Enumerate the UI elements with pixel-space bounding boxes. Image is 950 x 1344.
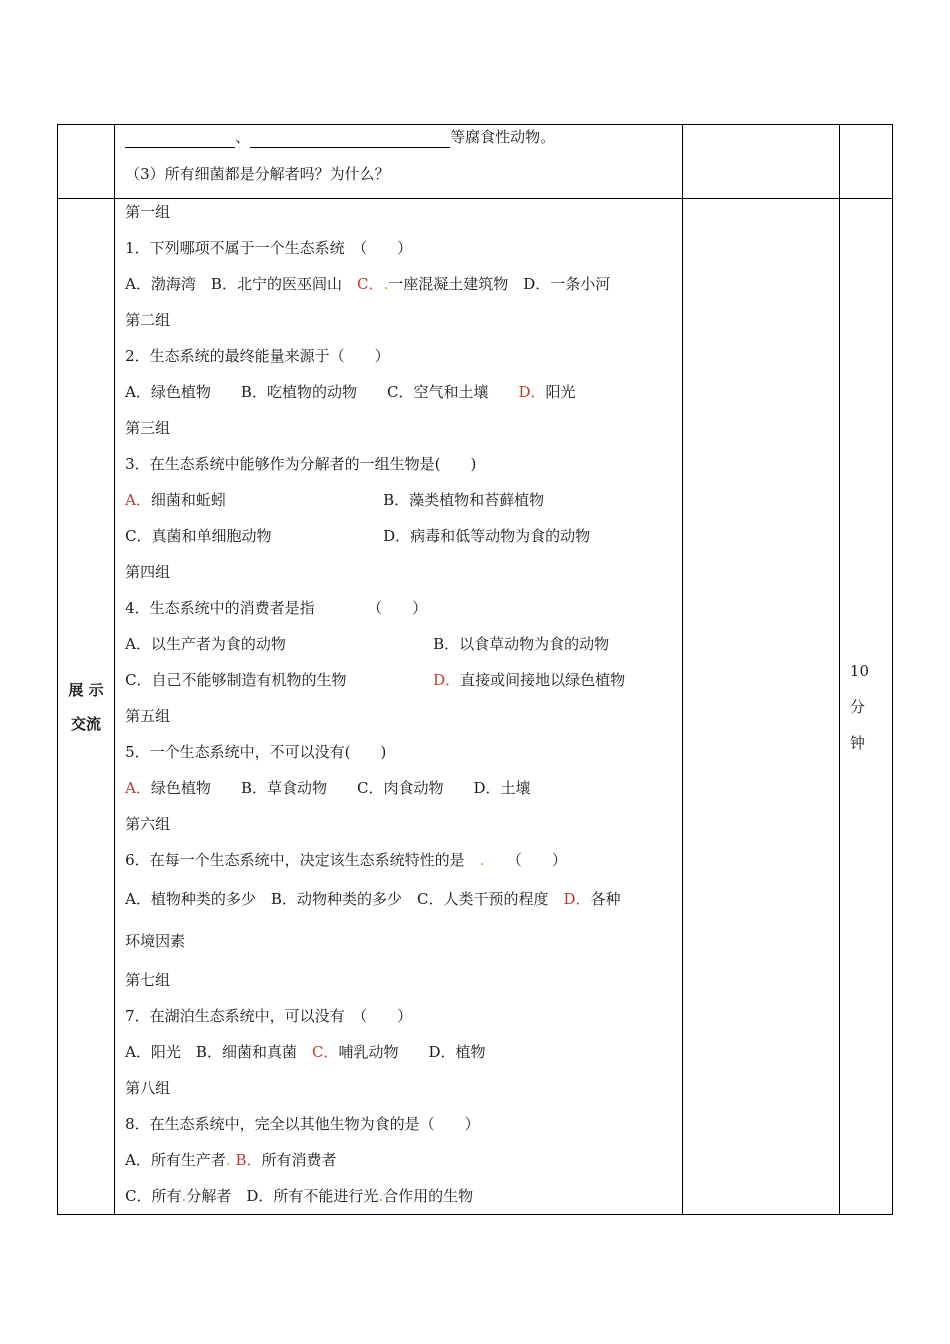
- options-line: [125, 1034, 682, 1070]
- option-a-letter: A．: [125, 491, 151, 509]
- mark-dot: .: [479, 851, 485, 869]
- options-line: [125, 1142, 682, 1178]
- option-d: D．植物: [428, 1043, 486, 1061]
- option-c-letter: C．: [356, 275, 384, 293]
- option-b: B．藻类植物和苔藓植物: [383, 491, 545, 509]
- option-b: B．草食动物: [240, 779, 327, 797]
- option-a: A．以生产者为食的动物: [125, 635, 286, 653]
- question-line: [125, 156, 682, 192]
- option-c: C．人类干预的程度: [416, 890, 549, 908]
- question-line: 8．在生态系统中，完全以其他生物为食的是（ ）: [125, 1115, 480, 1133]
- option-c-text: 分解者: [186, 1187, 232, 1205]
- group-title: 第五组: [125, 707, 171, 725]
- option-b-text: 所有消费者: [261, 1151, 337, 1169]
- options-line: [125, 770, 682, 806]
- option-a-letter: A．: [125, 779, 151, 797]
- option-a-text: 绿色植物: [150, 779, 211, 797]
- option-d: D．土壤: [473, 779, 531, 797]
- blank-separator: 、: [235, 128, 251, 146]
- section-label-cell: [58, 199, 115, 1215]
- table-row: [58, 125, 893, 199]
- mark-dot: .: [378, 1187, 384, 1205]
- options-line: [125, 878, 682, 920]
- option-a: A．阳光: [125, 1043, 181, 1061]
- content-cell: [115, 125, 683, 199]
- question-line: 3．在生态系统中能够作为分解者的一组生物是( ): [125, 455, 477, 473]
- option-d-letter: D．: [563, 890, 591, 908]
- option-a: A．植物种类的多少: [125, 890, 256, 908]
- content-cell: [115, 199, 683, 1215]
- lesson-table: [57, 124, 893, 1215]
- option-d-letter: D．: [433, 671, 461, 689]
- option-c-prefix: C．所有: [125, 1187, 182, 1205]
- answer-blank[interactable]: [125, 129, 235, 148]
- question-line: 7．在湖泊生态系统中，可以没有 （ ）: [125, 1007, 413, 1025]
- table-row: [58, 199, 893, 1215]
- section-label-line1: 展 示: [68, 680, 104, 699]
- notes-cell: [682, 125, 839, 199]
- options-line: [125, 1178, 682, 1214]
- option-d: D．一条小河: [523, 275, 611, 293]
- options-line: [125, 374, 682, 410]
- option-d: D．病毒和低等动物为食的动物: [383, 527, 591, 545]
- time-unit-2: 钟: [849, 733, 865, 752]
- group-title: 第七组: [125, 971, 171, 989]
- answer-parentheses: （ ）: [514, 851, 567, 869]
- mark-dot: .: [225, 1151, 231, 1169]
- options-line: [125, 626, 682, 662]
- blank-suffix-text: 等腐食性动物。: [450, 128, 556, 146]
- time-number: 10: [849, 661, 870, 680]
- option-a: A．渤海湾: [125, 275, 196, 293]
- option-c-text: 哺乳动物: [338, 1043, 399, 1061]
- question-text: （3）所有细菌都是分解者吗？为什么？: [125, 165, 390, 183]
- options-line: [125, 518, 682, 554]
- section-label-line2: 交流: [71, 714, 102, 733]
- option-a: A．绿色植物: [125, 383, 211, 401]
- option-b: B．细菌和真菌: [195, 1043, 297, 1061]
- option-a-text: 细菌和蚯蚓: [150, 491, 226, 509]
- notes-cell: [682, 199, 839, 1215]
- question-line: 1．下列哪项不属于一个生态系统 （ ）: [125, 239, 413, 257]
- option-b: B．吃植物的动物: [240, 383, 357, 401]
- option-b-letter: B．: [235, 1151, 262, 1169]
- option-d-prefix: D．所有不能进行光: [246, 1187, 379, 1205]
- mark-dot: .: [181, 1187, 187, 1205]
- group-title: 第四组: [125, 563, 171, 581]
- option-c: C．肉食动物: [356, 779, 444, 797]
- option-b: B．动物种类的多少: [270, 890, 402, 908]
- question-text: 6．在每一个生态系统中，决定该生态系统特性的是: [125, 851, 465, 869]
- option-c-letter: C．: [311, 1043, 339, 1061]
- options-continuation: 环境因素: [125, 932, 186, 950]
- option-b: B．北宁的医巫闾山: [210, 275, 342, 293]
- options-line: [125, 482, 682, 518]
- answer-blank[interactable]: [250, 129, 450, 148]
- option-c: C．自己不能够制造有机物的生物: [125, 671, 347, 689]
- group-title: 第八组: [125, 1079, 171, 1097]
- question-line: 4．生态系统中的消费者是指 （ ）: [125, 599, 428, 617]
- option-d-text: 直接或间接地以绿色植物: [460, 671, 626, 689]
- question-line: [125, 842, 682, 878]
- group-title: 第二组: [125, 311, 171, 329]
- group-title: 第三组: [125, 419, 171, 437]
- group-title: 第一组: [125, 203, 171, 221]
- option-d-letter: D．: [518, 383, 546, 401]
- option-a: A．所有生产者: [125, 1151, 226, 1169]
- time-cell: [839, 199, 892, 1215]
- option-c: C．真菌和单细胞动物: [125, 527, 272, 545]
- question-line: 2．生态系统的最终能量来源于（ ）: [125, 347, 390, 365]
- question-line: 5．一个生态系统中，不可以没有( ): [125, 743, 387, 761]
- option-d-text: 阳光: [545, 383, 576, 401]
- label-cell-empty: [58, 125, 115, 199]
- option-d-text: 各种: [590, 890, 621, 908]
- time-unit-1: 分: [849, 697, 865, 716]
- option-b: B．以食草动物为食的动物: [433, 635, 610, 653]
- time-cell-empty: [839, 125, 892, 199]
- fill-blank-line: [125, 125, 682, 156]
- option-c-text: 一座混凝土建筑物: [388, 275, 509, 293]
- option-d-text: 合作用的生物: [383, 1187, 474, 1205]
- options-line: [125, 662, 682, 698]
- mark-dot: .: [383, 275, 389, 293]
- group-title: 第六组: [125, 815, 171, 833]
- option-c: C．空气和土壤: [386, 383, 489, 401]
- options-line: [125, 266, 682, 302]
